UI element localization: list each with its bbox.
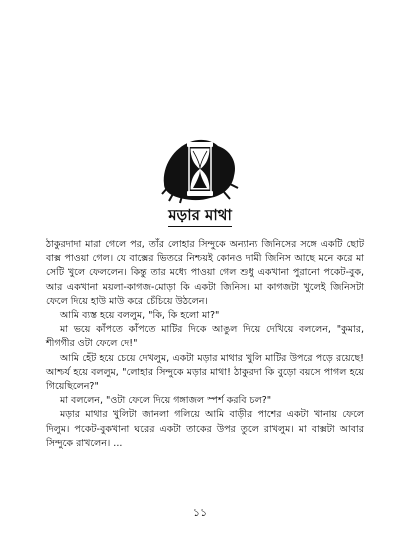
paragraph: আমি হেঁট হয়ে চেয়ে দেখলুম, একটা মড়ার মাথার খুলি মাটির উপরে পড়ে রয়েছে! আশ্চর্য হয়ে বললুম, "লোহার সিন্দুকে মড়ার মাথা! ঠাকুরদা কি বুড়ো বয়সে পাগল হয়ে গিয়েছিলেন?" (46, 352, 364, 393)
paragraph: ঠাকুরদাদা মারা গেলে পর, তাঁর লোহার সিন্দুকে অন্যান্য জিনিসের সঙ্গে একটি ছোট বাক্স পাওয়া গেল। যে বাক্সের ভিতরে নিশ্চয়ই কোনও দামী জিনিস আছে মনে করে মা সেটি খুলে ফেললেন। কিন্তু তার মধ্যে পাওয়া গেল শুধু একখানা পুরানো পকেট-বুক, আর একখানা ময়লা-কাগজ-মোড়া কি একটা জিনিস। মা কাগজটা খুলেই জিনিসটা ফেলে দিয়ে হাউ মাউ করে চেঁচিয়ে উঠলেন। (46, 239, 364, 307)
paragraph: মা ভয়ে কাঁপতে কাঁপতে মাটির দিকে আঙুল দিয়ে দেখিয়ে বললেন, "কুমার, শীগগীর ওটা ফেলে দে!" (46, 324, 364, 350)
story-title: মড়ার মাথা (168, 206, 232, 224)
page-number: ১১ (192, 506, 208, 519)
paragraph: মড়ার মাথার খুলিটা জানলা গলিয়ে আমি বাড়ীর পাশের একটা খানায় ফেলে দিলুম। পকেট-বুকখানা ঘরের একটা তাকের উপর তুলে রাখলুম। মা বাক্সটা আবার সিন্দুকে রাখলেন। ... (46, 409, 364, 449)
title-underline (168, 226, 232, 227)
hourglass-emblem-icon (160, 136, 240, 204)
paragraph: মা বললেন, "ওটা ফেলে দিয়ে গঙ্গাজল স্পর্শ করবি চল?" (60, 395, 272, 407)
paragraph: আমি ব্যস্ত হয়ে বললুম, "কি, কি হলো মা?" (60, 310, 220, 322)
story-body (46, 238, 364, 451)
